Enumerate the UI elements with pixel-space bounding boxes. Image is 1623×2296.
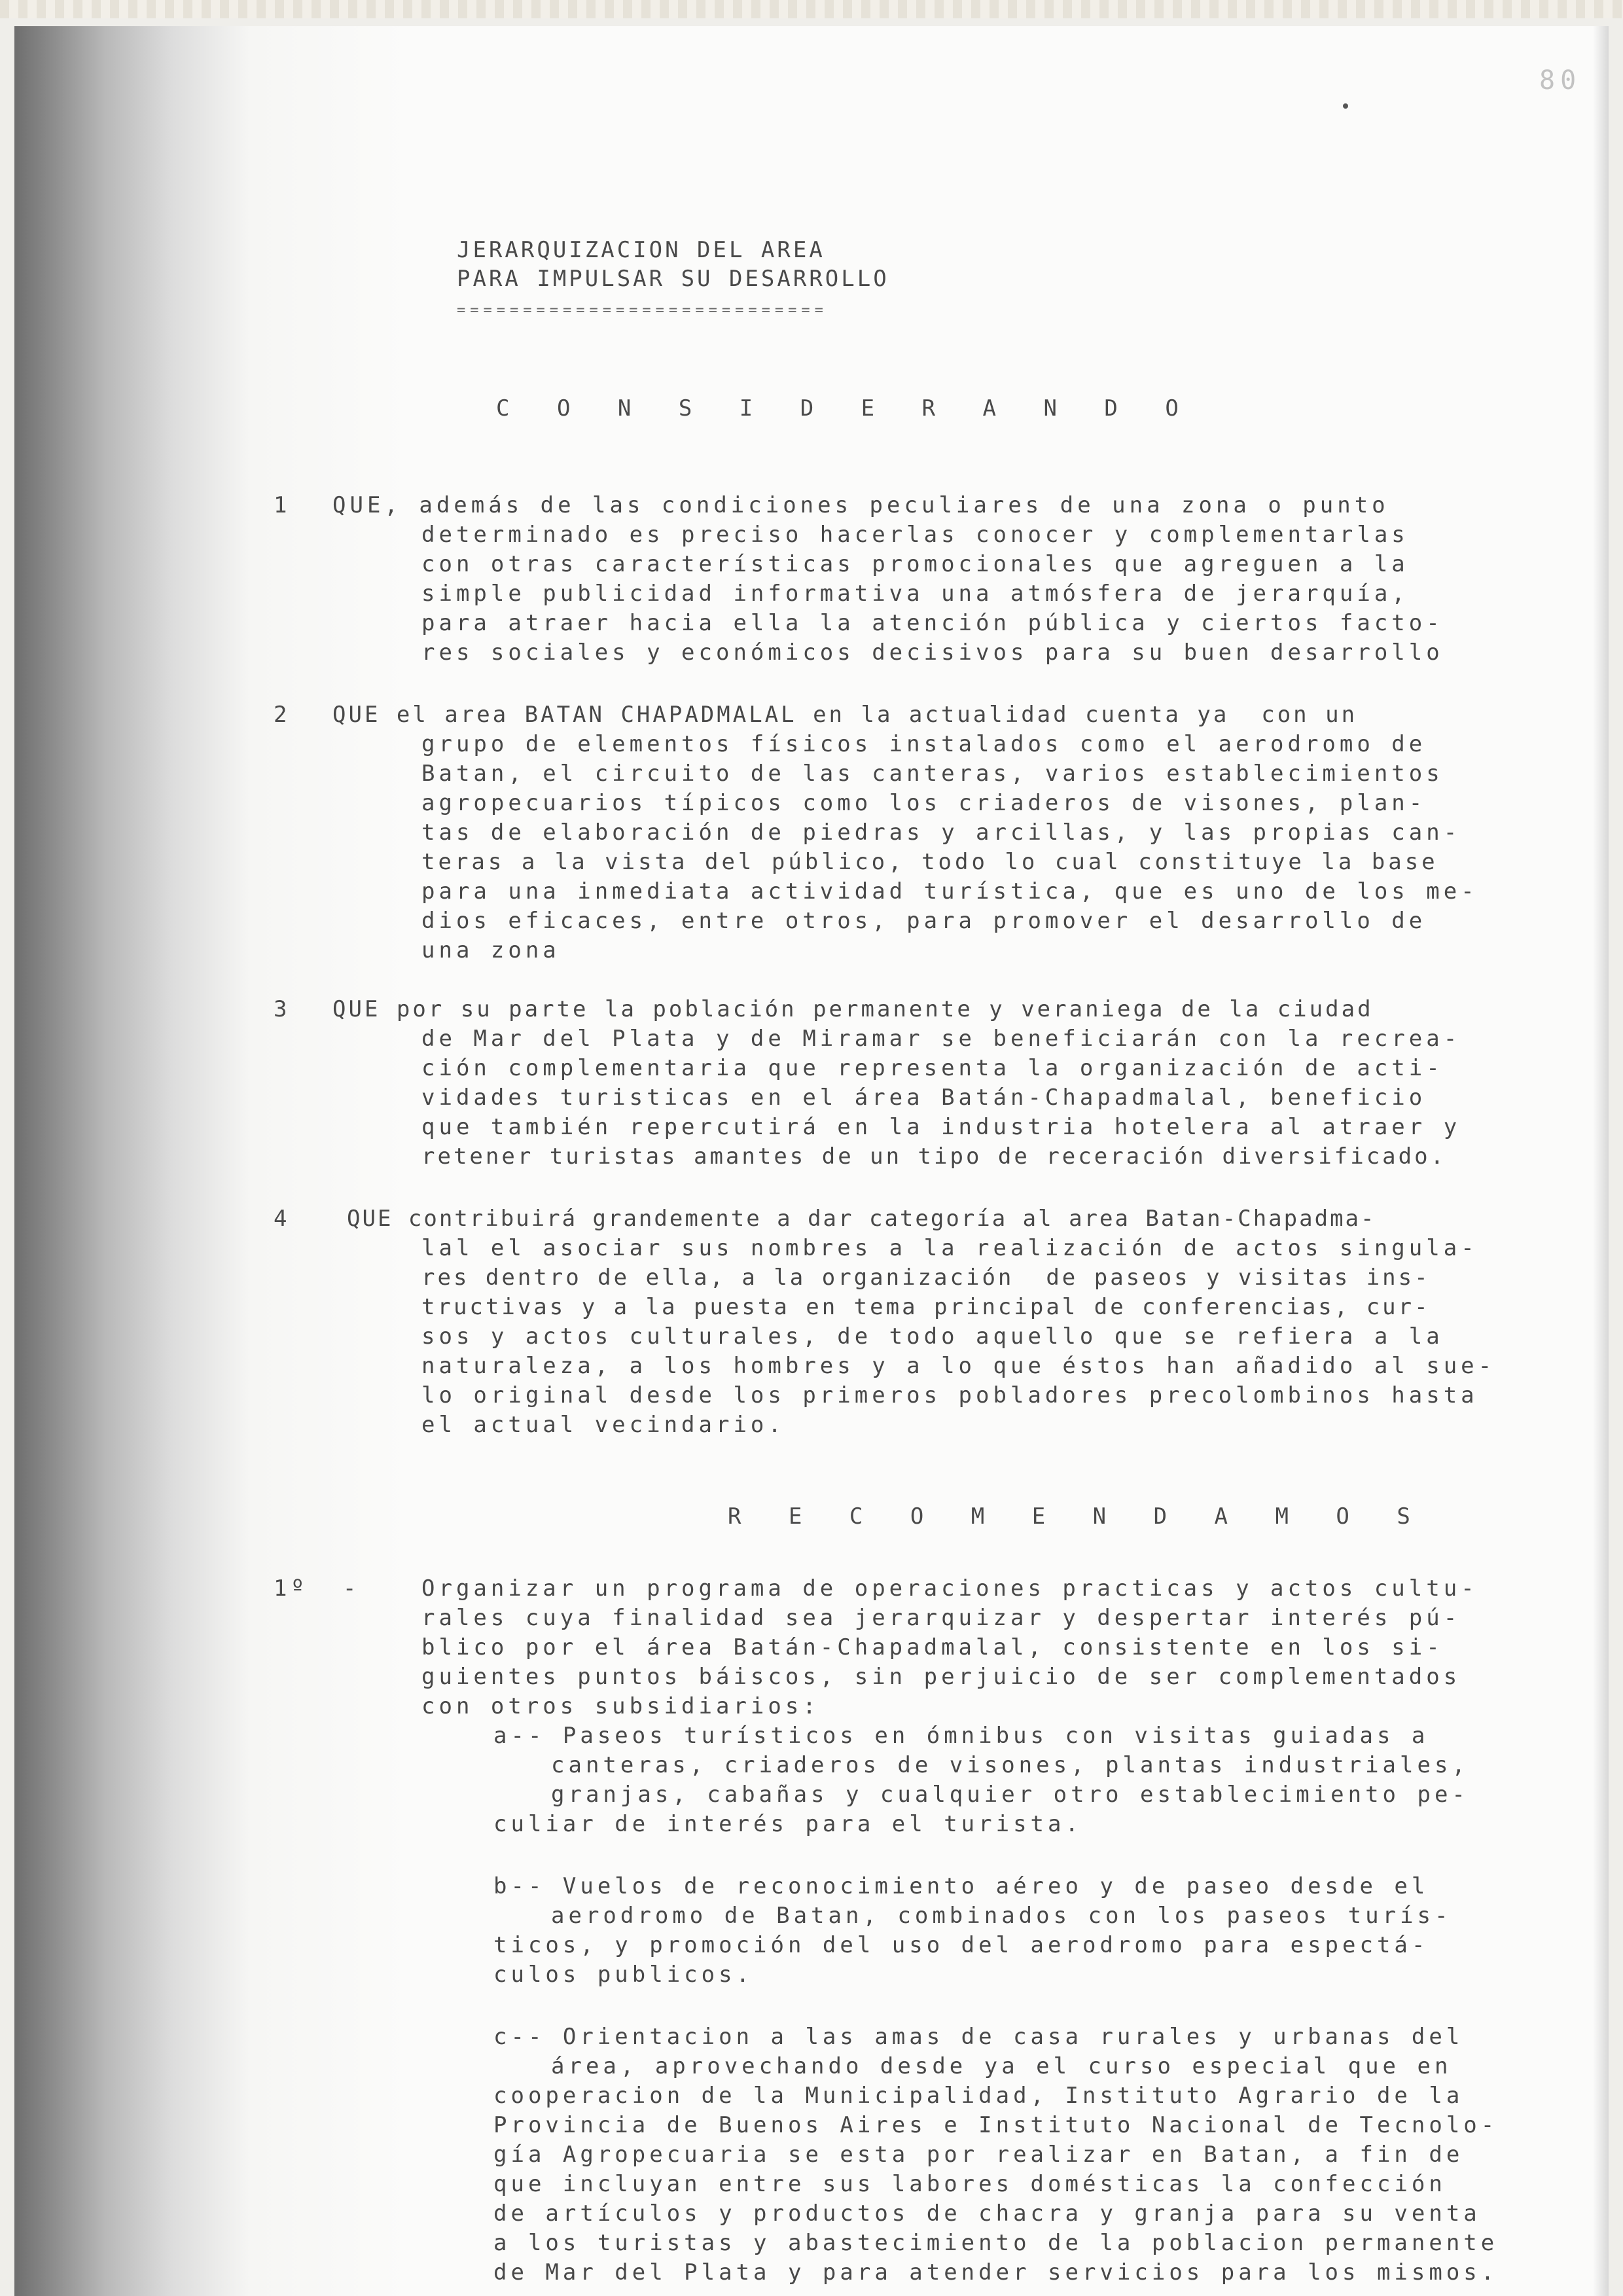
item-c-line-2: área, aprovechando desde ya el curso especial que en — [551, 2053, 1452, 2079]
considerando-2-line-9: una zona — [421, 937, 560, 963]
considerando-1-line-2: determinado es preciso hacerlas conocer y complementarlas — [421, 522, 1409, 548]
considerando-4-line-3: res dentro de ella, a la organización de paseos y visitas ins- — [421, 1265, 1431, 1291]
considerando-1-line-4: simple publicidad informativa una atmósfera de jerarquía, — [421, 581, 1409, 607]
considerando-2-line-6: teras a la vista del público, todo lo cual constituye la base — [421, 849, 1438, 875]
item-a-line-4: culiar de interés para el turista. — [493, 1811, 1082, 1837]
considerando-3-line-4: vidades turisticas en el área Batán-Chapadmalal, beneficio — [421, 1085, 1427, 1111]
item-c-line-1: c-- Orientacion a las amas de casa rurales y urbanas del — [493, 2024, 1464, 2050]
considerando-2-line-4: agropecuarios típicos como los criaderos de visones, plan- — [421, 790, 1427, 816]
considerando-4-line-8: el actual vecindario. — [421, 1412, 785, 1438]
considerando-3-line-5: que también repercutirá en la industria hotelera al atraer y — [421, 1114, 1461, 1140]
item-b-line-3: ticos, y promoción del uso del aerodromo para espectá- — [493, 1932, 1429, 1958]
item-a-line-3: granjas, cabañas y cualquier otro establecimiento pe- — [551, 1782, 1469, 1808]
document-page — [14, 26, 1609, 2296]
considerando-3-line-1: QUE por su parte la población permanente y veraniega de la ciudad — [332, 996, 1374, 1022]
ink-speck — [1343, 103, 1348, 109]
recomendamos-heading: R E C O M E N D A M O S — [728, 1503, 1427, 1530]
considerando-4-line-7: lo original desde los primeros pobladores precolombinos hasta — [421, 1382, 1478, 1408]
recomendacion-line-1: Organizar un programa de operaciones practicas y actos cultu- — [421, 1575, 1478, 1602]
considerando-3-number: 3 — [274, 996, 291, 1022]
title-line-2: PARA IMPULSAR SU DESARROLLO — [457, 266, 889, 292]
item-c-line-6: que incluyan entre sus labores domésticas la confección — [493, 2171, 1446, 2197]
item-c-line-9: de Mar del Plata y para atender servicios para los mismos. — [493, 2259, 1499, 2286]
considerando-2-number: 2 — [274, 702, 291, 728]
recomendacion-line-4: guientes puntos báiscos, sin perjuicio de ser complementados — [421, 1664, 1461, 1690]
considerando-4-number: 4 — [274, 1206, 291, 1232]
item-c-line-7: de artículos y productos de chacra y granja para su venta — [493, 2200, 1481, 2227]
recomendacion-line-2: rales cuya finalidad sea jerarquizar y despertar interés pú- — [421, 1605, 1461, 1631]
considerando-2-line-2: grupo de elementos físicos instalados como el aerodromo de — [421, 731, 1427, 757]
considerando-1-line-5: para atraer hacia ella la atención pública y ciertos facto- — [421, 610, 1444, 636]
item-b-line-2: aerodromo de Batan, combinados con los paseos turís- — [551, 1903, 1452, 1929]
item-b-line-1: b-- Vuelos de reconocimiento aéreo y de paseo desde el — [493, 1873, 1429, 1899]
considerando-4-line-4: tructivas y a la puesta en tema principal de conferencias, cur- — [421, 1294, 1431, 1320]
considerando-1-line-6: res sociales y económicos decisivos para su buen desarrollo — [421, 639, 1444, 666]
item-c-line-4: Provincia de Buenos Aires e Instituto Nacional de Tecnolo- — [493, 2112, 1499, 2138]
title-underline: ============================ — [457, 302, 828, 319]
considerando-2-line-3: Batan, el circuito de las canteras, varios establecimientos — [421, 761, 1444, 787]
considerando-3-line-6: retener turistas amantes de un tipo de receración diversificado. — [421, 1143, 1447, 1170]
considerando-2-line-8: dios eficaces, entre otros, para promover el desarrollo de — [421, 908, 1427, 934]
item-a-line-1: a-- Paseos turísticos en ómnibus con visitas guiadas a — [493, 1723, 1429, 1749]
considerando-2-line-7: para una inmediata actividad turística, que es uno de los me- — [421, 878, 1478, 905]
recomendacion-line-3: blico por el área Batán-Chapadmalal, consistente en los si- — [421, 1634, 1444, 1660]
considerando-2-line-5: tas de elaboración de piedras y arcillas, y las propias can- — [421, 819, 1461, 846]
scan-top-edge — [0, 0, 1623, 18]
recomendacion-line-5: con otros subsidiarios: — [421, 1693, 820, 1719]
considerando-3-line-3: ción complementaria que representa la organización de acti- — [421, 1055, 1444, 1081]
considerando-4-line-5: sos y actos culturales, de todo aquello que se refiera a la — [421, 1323, 1444, 1350]
item-c-line-3: cooperacion de la Municipalidad, Instituto Agrario de la — [493, 2083, 1464, 2109]
page-number: 80 — [1539, 65, 1582, 96]
considerando-1-number: 1 — [274, 492, 291, 518]
considerando-4-line-6: naturaleza, a los hombres y a lo que éstos han añadido al sue- — [421, 1353, 1496, 1379]
recomendacion-number: 1º - — [274, 1575, 361, 1602]
considerando-heading: C O N S I D E R A N D O — [496, 395, 1196, 422]
considerando-2-line-1: QUE el area BATAN CHAPADMALAL en la actualidad cuenta ya con un — [332, 702, 1358, 728]
item-c-line-5: gía Agropecuaria se esta por realizar en Batan, a fin de — [493, 2142, 1464, 2168]
item-a-line-2: canteras, criaderos de visones, plantas industriales, — [551, 1752, 1469, 1778]
title-line-1: JERARQUIZACION DEL AREA — [457, 237, 825, 263]
considerando-1-line-1: QUE, además de las condiciones peculiares de una zona o punto — [332, 492, 1389, 518]
item-c-line-8: a los turistas y abastecimiento de la poblacion permanente — [493, 2230, 1499, 2256]
considerando-3-line-2: de Mar del Plata y de Miramar se beneficiarán con la recrea- — [421, 1026, 1461, 1052]
considerando-1-line-3: con otras características promocionales que agreguen a la — [421, 551, 1409, 577]
item-b-line-4: culos publicos. — [493, 1962, 754, 1988]
considerando-4-line-1: QUE contribuirá grandemente a dar categoría al area Batan-Chapadma- — [347, 1206, 1376, 1232]
considerando-4-line-2: lal el asociar sus nombres a la realización de actos singula- — [421, 1235, 1478, 1261]
